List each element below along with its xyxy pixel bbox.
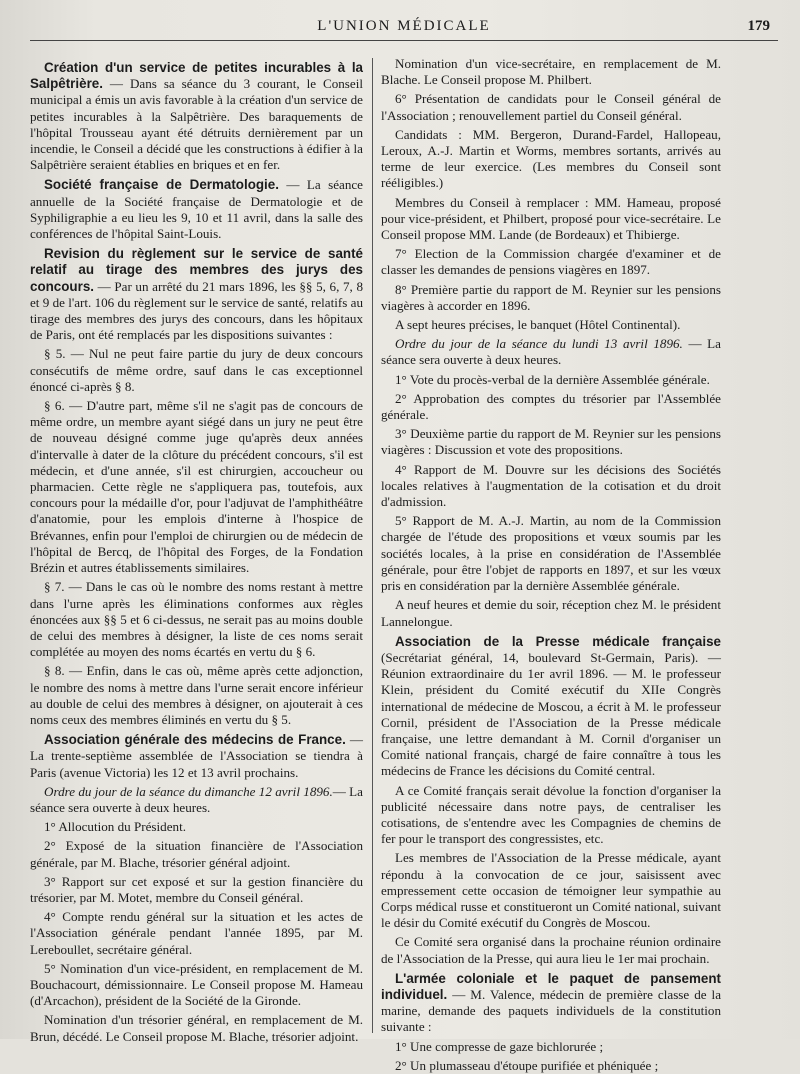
paragraph-text: § 5. — Nul ne peut faire partie du jury de deux concours consécutifs de même ordre, sauf dans le cas exceptionnel énoncé ci-après § 8. [30, 346, 363, 394]
section-paragraph [381, 971, 721, 1036]
section-heading: Association de la Presse médicale française [395, 633, 721, 649]
paragraph [381, 282, 721, 314]
paragraph-text: — La séance annuelle de la Société française de Dermatologie et de Syphiligraphie a eu lieu les 9, 10 et 11 avril, dans la salle des conférences de l'hôpital Saint-Louis. [30, 177, 363, 242]
section-paragraph [30, 60, 363, 173]
paragraph [381, 426, 721, 458]
paragraph-text: 1° Une compresse de gaze bichlorurée ; [395, 1038, 604, 1054]
paragraph [381, 850, 721, 931]
page-number: 179 [747, 18, 770, 34]
paragraph [381, 336, 721, 368]
paragraph [381, 317, 721, 333]
section-heading: Société française de Dermatologie. [44, 177, 279, 193]
paragraph-text: 3° Deuxième partie du rapport de M. Reynier sur les pensions viagères : Discussion et vote des propositions. [381, 426, 721, 458]
paragraph-text: Candidats : MM. Bergeron, Durand-Fardel, Hallopeau, Leroux, A.-J. Martin et Worms, membres sortants, arrivés au terme de leur exercice. (Les membres du Conseil sont rééligibles.) [381, 126, 721, 191]
paragraph [381, 246, 721, 278]
paragraph-text: — La trente-septième assemblée de l'Association se tiendra à Paris (avenue Victoria) les 12 et 13 avril prochains. [30, 732, 364, 780]
paragraph-text: A ce Comité français serait dévolue la fonction d'organiser la publicité nécessaire dans notre pays, de centraliser les cotisations, de s'entendre avec les Compagnies de chemins de fer pour le transport des congressistes, etc. [381, 782, 721, 847]
paragraph-text: 4° Compte rendu général sur la situation et les actes de l'Association générale pendant l'année 1895, par M. Lereboullet, secrétaire général. [30, 909, 363, 957]
paragraph-text: — Dans sa séance du 3 courant, le Conseil municipal a émis un avis favorable à la création d'un service de petites incurables à la Salpêtrière. Des baraquements de l'hôpital Trousseau ayant été détruits dernièrement par un incendie, le Conseil a décidé que les constructions à édifier à la Salpêtrière seraient établies en briques et en fer. [30, 76, 363, 173]
paragraph [381, 513, 721, 594]
paragraph [381, 1039, 721, 1055]
paragraph-text: — Par un arrêté du 21 mars 1896, les §§ 5, 6, 7, 8 et 9 de l'art. 106 du règlement sur le service de santé, relatifs au tirage des membres des jurys des concours, dans les hôpitaux de Paris, ont été remplacés par les dispositions suivantes : [30, 278, 363, 343]
running-header [30, 14, 778, 41]
paragraph-text: § 8. — Enfin, dans le cas où, même après cette adjonction, le nombre des noms à mettre dans l'urne serait encore inférieur au double de celui des membres à désigner, on ajouterait à ces noms ceux des membres éliminés en vertu du § 5. [30, 663, 363, 727]
journal-title: L'UNION MÉDICALE [317, 18, 491, 34]
agenda-heading: Ordre du jour de la séance du lundi 13 avril 1896. [395, 336, 683, 352]
paragraph [30, 579, 363, 660]
paragraph-text: § 6. — D'autre part, même s'il ne s'agit pas de concours de même ordre, un membre ayant siégé dans un jury ne peut être de nouveau désigné comme juge qu'après deux années d'intervalle à dater de la clôture du précédent concours, s'il est médecin, et d'une année, s'il est chirurgien, accoucheur ou pharmacien. Cette règle ne s'appliquera pas, toutefois, aux concours pour la médaille d'or, pour l'adjuvat de l'amphithéâtre d'anatomie, pour les emplois d'interne à l'hospice de Brévannes, enfin pour l'emploi de chirurgien ou de médecin de l'hôpital de Bercq, de l'hôpital des Forges, de la Fondation Brézin et autres établissements similaires. [30, 398, 363, 576]
paragraph-text: Membres du Conseil à remplacer : MM. Hameau, proposé pour vice-président, et Philbert, proposé pour vice-secrétaire. Le Conseil propose MM. Lande (de Bordeaux) et Thibierge. [381, 194, 721, 243]
left-column [30, 56, 364, 1044]
paragraph-text: — M. Valence, médecin de première classe de la marine, demande des paquets individuels de la constitution suivante : [381, 986, 721, 1035]
paragraph [30, 663, 363, 728]
paragraph [381, 391, 721, 423]
agenda-heading: Ordre du jour de la séance du dimanche 12 avril 1896. [44, 783, 333, 799]
paragraph-text: 1° Vote du procès-verbal de la dernière Assemblée générale. [395, 371, 710, 387]
section-heading: Association générale des médecins de France. [44, 732, 346, 748]
paragraph-text: 2° Approbation des comptes du trésorier par l'Assemblée générale. [381, 390, 721, 423]
paragraph-text: 5° Rapport de M. A.-J. Martin, au nom de la Commission chargée de l'étude des propositions et vœux soumis par les sociétés locales, à la prise en considération de l'Assemblée générale, pour être l'objet de rapports en 1897, et sur les vœux pris en considération par la dernière Assemblée générale. [381, 513, 721, 594]
paragraph [381, 372, 721, 388]
paragraph-text: 1° Allocution du Président. [44, 819, 186, 835]
paragraph-text: § 7. — Dans le cas où le nombre des noms restant à mettre dans l'urne après les éliminations conformes aux règles énoncées aux §§ 5 et 6 ci-dessus, ne serait pas au moins double de celui des membres à désigner, la liste de ces noms serait complétée au moyen des noms écartés en vertu du § 6. [30, 579, 363, 660]
paragraph-text: Nomination d'un vice-secrétaire, en remplacement de M. Blache. Le Conseil propose M. Philbert. [381, 56, 721, 88]
paragraph [30, 819, 363, 835]
paragraph-text: Ce Comité sera organisé dans la prochaine réunion ordinaire de l'Association de la Presse, qui aura lieu le 1er mai prochain. [381, 934, 721, 966]
section-heading: L'armée coloniale et le paquet de pansement individuel. [381, 970, 721, 1002]
column-divider [372, 58, 373, 1033]
paragraph [30, 961, 363, 1010]
paragraph [30, 784, 363, 816]
right-column [381, 56, 721, 1073]
paragraph-text: 2° Exposé de la situation financière de l'Association générale, par M. Blache, trésorier général adjoint. [30, 838, 363, 870]
paragraph [381, 56, 721, 88]
paragraph-text: 2° Un plumasseau d'étoupe purifiée et phéniquée ; [395, 1057, 659, 1073]
paragraph-text: Les membres de l'Association de la Presse médicale, ayant répondu à la convocation de ce jour, saisissent avec empressement cette occasion de témoigner leur sympathie au Corps médical russe et constitueront un Comité national, suivant le désir du Comité exécutif du Congrès de Moscou. [381, 850, 721, 931]
paragraph-text: 7° Election de la Commission chargée d'examiner et de classer les demandes de pensions viagères en 1897. [381, 246, 721, 278]
paragraph-text: — La séance sera ouverte à deux heures. [30, 783, 363, 815]
paragraph [30, 346, 363, 395]
section-heading: Revision du règlement sur le service de santé relatif au tirage des membres des jurys des concours. [30, 246, 363, 294]
section-paragraph [30, 246, 363, 343]
paragraph-text: 5° Nomination d'un vice-président, en remplacement de M. Bouchacourt, démissionnaire. Le Conseil propose M. Hameau (d'Arcachon), président de la Société de la Gironde. [30, 960, 363, 1009]
paragraph [381, 934, 721, 966]
paragraph-text: Nomination d'un trésorier général, en remplacement de M. Brun, décédé. Le Conseil propose M. Blache, trésorier adjoint. [30, 1012, 363, 1044]
paragraph [381, 127, 721, 192]
paragraph-text: A neuf heures et demie du soir, réception chez M. le président Lannelongue. [381, 597, 721, 629]
paragraph-text: 3° Rapport sur cet exposé et sur la gestion financière du trésorier, par M. Motet, membre du Conseil général. [30, 873, 363, 905]
section-paragraph [30, 732, 363, 781]
paragraph [381, 195, 721, 244]
paragraph-text: 8° Première partie du rapport de M. Reynier sur les pensions viagères à accorder en 1896. [381, 281, 721, 313]
paragraph [30, 838, 363, 870]
paragraph [30, 909, 363, 958]
paragraph [381, 91, 721, 123]
section-paragraph [381, 634, 721, 780]
paragraph-text: (Secrétariat général, 14, boulevard St-Germain, Paris). — Réunion extraordinaire du 1er avril 1896. — M. le professeur Klein, président du Comité exécutif du XIIe Congrès international de médecine de Moscou, a écrit à M. le professeur Cornil, président de l'Association de la Presse médicale française, une lettre demandant à M. Cornil d'organiser un Comité national français, chargé de faire connaître à tous les médecins de France les décisions du Comité central. [381, 649, 721, 779]
paragraph [30, 874, 363, 906]
paragraph [30, 1012, 363, 1044]
paragraph [381, 462, 721, 511]
paragraph [381, 783, 721, 848]
paragraph-text: 6° Présentation de candidats pour le Conseil général de l'Association ; renouvellement partiel du Conseil général. [381, 91, 721, 123]
paragraph [30, 398, 363, 576]
section-paragraph [30, 177, 363, 242]
paragraph-text: — La séance sera ouverte à deux heures. [381, 336, 721, 368]
paragraph [381, 1058, 721, 1074]
section-heading: Création d'un service de petites incurables à la Salpêtrière. [30, 60, 363, 92]
paragraph-text: A sept heures précises, le banquet (Hôtel Continental). [395, 317, 681, 333]
paragraph-text: 4° Rapport de M. Douvre sur les décisions des Sociétés locales relatives à l'augmentation de la cotisation et du droit d'admission. [381, 461, 721, 510]
paragraph [381, 597, 721, 629]
